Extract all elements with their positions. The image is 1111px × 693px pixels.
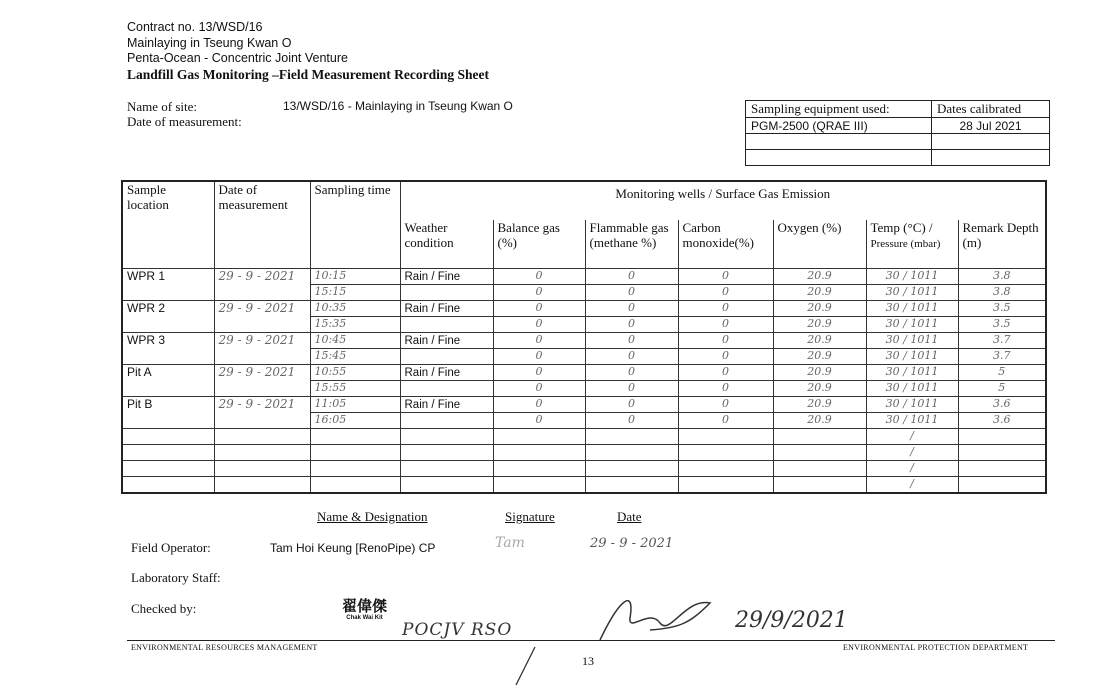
- empty-cell: [958, 477, 1046, 494]
- empty-cell: [310, 461, 400, 477]
- oxygen-cell: [773, 285, 866, 301]
- flammable-gas-cell: [585, 269, 678, 285]
- remark-depth-cell: [958, 413, 1046, 429]
- contract-number: Contract no. 13/WSD/16: [127, 20, 263, 34]
- balance-gas: 0: [535, 285, 543, 298]
- oxygen: 20.9: [807, 413, 832, 426]
- balance-gas-cell: [493, 285, 585, 301]
- lab-staff-label: Laboratory Staff:: [131, 570, 221, 585]
- remark-depth: 5: [998, 365, 1006, 378]
- footer-name-header: Name & Designation: [317, 509, 428, 524]
- balance-gas: 0: [535, 301, 543, 314]
- empty-cell: [773, 429, 866, 445]
- empty-cell: [214, 461, 310, 477]
- table-row-empty: [122, 477, 1046, 494]
- empty-cell: [585, 445, 678, 461]
- flammable-gas: 0: [628, 285, 635, 298]
- table-row-empty: [122, 461, 1046, 477]
- oxygen-cell: [773, 269, 866, 285]
- header-time: Sampling time: [310, 181, 400, 269]
- oxygen-cell: [773, 397, 866, 413]
- carbon-monoxide-cell: [678, 413, 773, 429]
- measurement-date: 29 - 9 - 2021: [218, 333, 296, 347]
- temp-pressure: 30 / 1011: [885, 333, 939, 346]
- empty-cell: [958, 445, 1046, 461]
- header-temp-label: Temp (°C) /: [870, 220, 933, 235]
- header-pressure-label: Pressure (mbar): [870, 238, 941, 250]
- oxygen-cell: [773, 349, 866, 365]
- header-temp: [866, 220, 958, 269]
- flammable-gas: 0: [628, 333, 635, 346]
- oxygen-cell: [773, 381, 866, 397]
- remark-depth-cell: [958, 349, 1046, 365]
- empty-cell: [214, 445, 310, 461]
- sample-location: Pit A: [127, 365, 152, 379]
- table-row-empty: [122, 445, 1046, 461]
- field-operator-label: Field Operator:: [131, 540, 211, 555]
- page-number: 13: [582, 654, 594, 668]
- carbon-monoxide: 0: [722, 365, 729, 378]
- balance-gas-cell: [493, 349, 585, 365]
- sample-location: WPR 3: [127, 333, 166, 347]
- weather-cell: [400, 349, 493, 365]
- empty-cell: [493, 461, 585, 477]
- measurement-date-cell: [214, 365, 310, 397]
- empty-cell: [866, 461, 958, 477]
- header-co: Carbon monoxide(%): [678, 220, 773, 269]
- oxygen-cell: [773, 365, 866, 381]
- empty-cell: [493, 477, 585, 494]
- sampling-time-cell: [310, 301, 400, 317]
- field-operator-name: Tam Hoi Keung [RenoPipe) CP: [270, 541, 436, 555]
- calibrated-cell: [932, 150, 1050, 166]
- sampling-time: 11:05: [314, 397, 347, 410]
- remark-depth: 3.6: [993, 397, 1011, 410]
- carbon-monoxide: 0: [722, 285, 729, 298]
- weather-cell: [400, 285, 493, 301]
- equipment-table: [745, 100, 1050, 166]
- empty-cell: [773, 445, 866, 461]
- empty-cell: [310, 429, 400, 445]
- temp-pressure-cell: [866, 413, 958, 429]
- sampling-time: 15:35: [314, 317, 347, 330]
- balance-gas: 0: [535, 365, 543, 378]
- empty-cell: [585, 429, 678, 445]
- balance-gas: 0: [535, 349, 543, 362]
- oxygen: 20.9: [807, 285, 832, 298]
- temp-pressure: 30 / 1011: [885, 381, 939, 394]
- table-row: [122, 301, 1046, 317]
- sampling-time-cell: [310, 365, 400, 381]
- remark-depth: 3.5: [993, 301, 1011, 314]
- flammable-gas: 0: [628, 349, 635, 362]
- empty-cell: [678, 477, 773, 494]
- project-name: Mainlaying in Tseung Kwan O: [127, 35, 292, 50]
- empty-cell: [122, 461, 214, 477]
- oxygen: 20.9: [807, 333, 832, 346]
- flammable-gas-cell: [585, 317, 678, 333]
- remark-depth-cell: [958, 397, 1046, 413]
- header-date: Date of measurement: [214, 181, 310, 269]
- remark-depth: 3.7: [993, 349, 1011, 362]
- calibrated-header: Dates calibrated: [932, 101, 1050, 118]
- sampling-time: 16:05: [314, 413, 347, 426]
- sampling-time: 10:55: [314, 365, 347, 378]
- empty-cell: [214, 429, 310, 445]
- temp-slash: /: [910, 429, 914, 442]
- temp-pressure-cell: [866, 269, 958, 285]
- sampling-time: 10:35: [314, 301, 347, 314]
- table-row-empty: [122, 429, 1046, 445]
- sampling-time-cell: [310, 285, 400, 301]
- empty-cell: [678, 461, 773, 477]
- equipment-cell: [746, 150, 932, 166]
- empty-cell: [773, 477, 866, 494]
- sheet-title: Landfill Gas Monitoring –Field Measurement Recording Sheet: [127, 66, 489, 82]
- temp-pressure-cell: [866, 317, 958, 333]
- weather-cell: [400, 333, 493, 349]
- remark-depth-cell: [958, 365, 1046, 381]
- oxygen-cell: [773, 333, 866, 349]
- empty-cell: [214, 477, 310, 494]
- sampling-time-cell: [310, 381, 400, 397]
- empty-cell: [866, 429, 958, 445]
- measurement-date: 29 - 9 - 2021: [218, 301, 296, 315]
- empty-cell: [122, 477, 214, 494]
- flammable-gas-cell: [585, 397, 678, 413]
- oxygen: 20.9: [807, 269, 832, 282]
- site-name-label: Name of site:: [127, 99, 198, 114]
- empty-cell: [585, 477, 678, 494]
- balance-gas-cell: [493, 333, 585, 349]
- flammable-gas: 0: [628, 365, 635, 378]
- sampling-time: 10:15: [314, 269, 347, 282]
- balance-gas-cell: [493, 413, 585, 429]
- measurement-date: 29 - 9 - 2021: [218, 269, 296, 283]
- sampling-time-cell: [310, 413, 400, 429]
- flammable-gas-cell: [585, 365, 678, 381]
- sampling-time: 15:45: [314, 349, 347, 362]
- header-flammable: Flammable gas (methane %): [585, 220, 678, 269]
- measurement-date-cell: [214, 333, 310, 365]
- empty-cell: [493, 429, 585, 445]
- remark-depth-cell: [958, 285, 1046, 301]
- equipment-cell: [746, 134, 932, 150]
- site-name-value: 13/WSD/16 - Mainlaying in Tseung Kwan O: [283, 99, 513, 113]
- checker-chinese-name: 翟偉傑: [342, 599, 388, 615]
- temp-slash: /: [910, 445, 914, 458]
- empty-cell: [400, 429, 493, 445]
- oxygen: 20.9: [807, 397, 832, 410]
- sample-location-cell: [122, 397, 214, 429]
- empty-cell: [310, 445, 400, 461]
- balance-gas: 0: [535, 381, 543, 394]
- field-operator-date: 29 - 9 - 2021: [590, 536, 674, 551]
- empty-cell: [773, 461, 866, 477]
- balance-gas-cell: [493, 397, 585, 413]
- flammable-gas: 0: [628, 413, 635, 426]
- temp-pressure-cell: [866, 397, 958, 413]
- checked-by-label: Checked by:: [131, 601, 197, 616]
- equipment-cell: PGM-2500 (QRAE III): [746, 118, 932, 134]
- weather-cell: [400, 381, 493, 397]
- carbon-monoxide: 0: [722, 317, 729, 330]
- balance-gas-cell: [493, 269, 585, 285]
- flammable-gas-cell: [585, 381, 678, 397]
- carbon-monoxide: 0: [722, 301, 729, 314]
- temp-pressure-cell: [866, 365, 958, 381]
- measurement-date-cell: [214, 397, 310, 429]
- table-row: [122, 333, 1046, 349]
- footer-divider: [127, 640, 1055, 641]
- sample-location-cell: [122, 269, 214, 301]
- flammable-gas: 0: [628, 317, 635, 330]
- temp-pressure-cell: [866, 301, 958, 317]
- table-row: [122, 397, 1046, 413]
- temp-pressure: 30 / 1011: [885, 285, 939, 298]
- remark-depth-cell: [958, 333, 1046, 349]
- weather-cell: [400, 301, 493, 317]
- carbon-monoxide-cell: [678, 301, 773, 317]
- remark-depth: 3.7: [993, 333, 1011, 346]
- remark-depth: 5: [998, 381, 1006, 394]
- remark-depth: 3.5: [993, 317, 1011, 330]
- carbon-monoxide: 0: [722, 413, 729, 426]
- temp-slash: /: [910, 477, 914, 490]
- pen-stroke-icon: [510, 645, 540, 687]
- carbon-monoxide-cell: [678, 365, 773, 381]
- temp-pressure-cell: [866, 381, 958, 397]
- sampling-time: 15:55: [314, 381, 347, 394]
- oxygen: 20.9: [807, 317, 832, 330]
- balance-gas: 0: [535, 269, 543, 282]
- weather-cell: [400, 317, 493, 333]
- header-balance: Balance gas (%): [493, 220, 585, 269]
- oxygen: 20.9: [807, 381, 832, 394]
- oxygen: 20.9: [807, 301, 832, 314]
- weather-condition: Rain / Fine: [404, 399, 461, 411]
- weather-condition: Rain / Fine: [404, 303, 461, 315]
- weather-condition: Rain / Fine: [404, 367, 461, 379]
- empty-cell: [400, 445, 493, 461]
- empty-cell: [400, 477, 493, 494]
- header-oxygen: Oxygen (%): [773, 220, 866, 269]
- temp-pressure-cell: [866, 285, 958, 301]
- temp-pressure: 30 / 1011: [885, 397, 939, 410]
- sample-location: WPR 2: [127, 301, 166, 315]
- measurement-date-cell: [214, 269, 310, 301]
- carbon-monoxide: 0: [722, 269, 729, 282]
- temp-pressure: 30 / 1011: [885, 413, 939, 426]
- table-row: [122, 365, 1046, 381]
- empty-cell: [958, 461, 1046, 477]
- temp-pressure: 30 / 1011: [885, 317, 939, 330]
- carbon-monoxide: 0: [722, 397, 729, 410]
- flammable-gas-cell: [585, 413, 678, 429]
- carbon-monoxide-cell: [678, 333, 773, 349]
- calibrated-cell: [932, 134, 1050, 150]
- sampling-time-cell: [310, 333, 400, 349]
- carbon-monoxide: 0: [722, 349, 729, 362]
- measurement-date-label: Date of measurement:: [127, 114, 242, 129]
- oxygen: 20.9: [807, 349, 832, 362]
- flammable-gas: 0: [628, 269, 635, 282]
- balance-gas: 0: [535, 333, 543, 346]
- oxygen-cell: [773, 317, 866, 333]
- balance-gas: 0: [535, 317, 543, 330]
- checker-english-name: Chak Wai Kit: [346, 615, 383, 621]
- header-group: Monitoring wells / Surface Gas Emission: [400, 181, 1046, 220]
- oxygen-cell: [773, 413, 866, 429]
- carbon-monoxide-cell: [678, 285, 773, 301]
- empty-cell: [678, 445, 773, 461]
- monitoring-table: [121, 180, 1047, 494]
- balance-gas-cell: [493, 301, 585, 317]
- sampling-time: 10:45: [314, 333, 347, 346]
- contractor-name: Penta-Ocean - Concentric Joint Venture: [127, 51, 348, 65]
- empty-cell: [122, 445, 214, 461]
- empty-cell: [866, 445, 958, 461]
- header-weather: Weather condition: [400, 220, 493, 269]
- sampling-time: 15:15: [314, 285, 347, 298]
- sampling-time-cell: [310, 269, 400, 285]
- equipment-header: Sampling equipment used:: [746, 101, 932, 118]
- temp-slash: /: [910, 461, 914, 474]
- oxygen-cell: [773, 301, 866, 317]
- flammable-gas: 0: [628, 397, 635, 410]
- weather-cell: [400, 269, 493, 285]
- carbon-monoxide-cell: [678, 269, 773, 285]
- carbon-monoxide-cell: [678, 397, 773, 413]
- sample-location-cell: [122, 365, 214, 397]
- flammable-gas-cell: [585, 333, 678, 349]
- sampling-time-cell: [310, 397, 400, 413]
- weather-cell: [400, 413, 493, 429]
- remark-depth: 3.8: [993, 269, 1011, 282]
- oxygen: 20.9: [807, 365, 832, 378]
- empty-cell: [866, 477, 958, 494]
- remark-depth: 3.8: [993, 285, 1011, 298]
- temp-pressure-cell: [866, 349, 958, 365]
- weather-cell: [400, 397, 493, 413]
- sampling-time-cell: [310, 349, 400, 365]
- table-row: [122, 269, 1046, 285]
- carbon-monoxide-cell: [678, 381, 773, 397]
- temp-pressure: 30 / 1011: [885, 269, 939, 282]
- footer-date-header: Date: [617, 509, 642, 524]
- sample-location-cell: [122, 333, 214, 365]
- carbon-monoxide: 0: [722, 381, 729, 394]
- empty-cell: [122, 429, 214, 445]
- footer-right-org: ENVIRONMENTAL PROTECTION DEPARTMENT: [843, 643, 1029, 652]
- empty-cell: [585, 461, 678, 477]
- remark-depth: 3.6: [993, 413, 1011, 426]
- checked-date: 29/9/2021: [735, 608, 848, 633]
- footer-signature-header: Signature: [505, 509, 555, 524]
- flammable-gas-cell: [585, 349, 678, 365]
- flammable-gas-cell: [585, 285, 678, 301]
- remark-depth-cell: [958, 317, 1046, 333]
- weather-cell: [400, 365, 493, 381]
- checker-signature-icon: [590, 588, 720, 648]
- weather-condition: Rain / Fine: [404, 335, 461, 347]
- remark-depth-cell: [958, 269, 1046, 285]
- sample-location: WPR 1: [127, 269, 166, 283]
- empty-cell: [493, 445, 585, 461]
- header-sample-location: Sample location: [122, 181, 214, 269]
- flammable-gas-cell: [585, 301, 678, 317]
- header-block: [127, 20, 489, 82]
- field-operator-signature: Tam: [495, 535, 525, 551]
- temp-pressure: 30 / 1011: [885, 301, 939, 314]
- temp-pressure-cell: [866, 333, 958, 349]
- carbon-monoxide-cell: [678, 349, 773, 365]
- empty-cell: [678, 429, 773, 445]
- balance-gas-cell: [493, 365, 585, 381]
- empty-cell: [310, 477, 400, 494]
- balance-gas: 0: [535, 397, 543, 410]
- flammable-gas: 0: [628, 381, 635, 394]
- sampling-time-cell: [310, 317, 400, 333]
- carbon-monoxide: 0: [722, 333, 729, 346]
- balance-gas-cell: [493, 317, 585, 333]
- flammable-gas: 0: [628, 301, 635, 314]
- empty-cell: [400, 461, 493, 477]
- header-remark: Remark Depth (m): [958, 220, 1046, 269]
- checker-organisation: POCJV RSO: [402, 620, 513, 640]
- sample-location: Pit B: [127, 397, 153, 411]
- sample-location-cell: [122, 301, 214, 333]
- temp-pressure: 30 / 1011: [885, 365, 939, 378]
- measurement-date: 29 - 9 - 2021: [218, 365, 296, 379]
- balance-gas-cell: [493, 381, 585, 397]
- balance-gas: 0: [535, 413, 543, 426]
- footer-left-org: ENVIRONMENTAL RESOURCES MANAGEMENT: [131, 643, 318, 652]
- calibrated-cell: 28 Jul 2021: [932, 118, 1050, 134]
- measurement-date: 29 - 9 - 2021: [218, 397, 296, 411]
- measurement-date-cell: [214, 301, 310, 333]
- empty-cell: [958, 429, 1046, 445]
- remark-depth-cell: [958, 301, 1046, 317]
- weather-condition: Rain / Fine: [404, 271, 461, 283]
- chop-stamp: [342, 600, 387, 621]
- carbon-monoxide-cell: [678, 317, 773, 333]
- temp-pressure: 30 / 1011: [885, 349, 939, 362]
- remark-depth-cell: [958, 381, 1046, 397]
